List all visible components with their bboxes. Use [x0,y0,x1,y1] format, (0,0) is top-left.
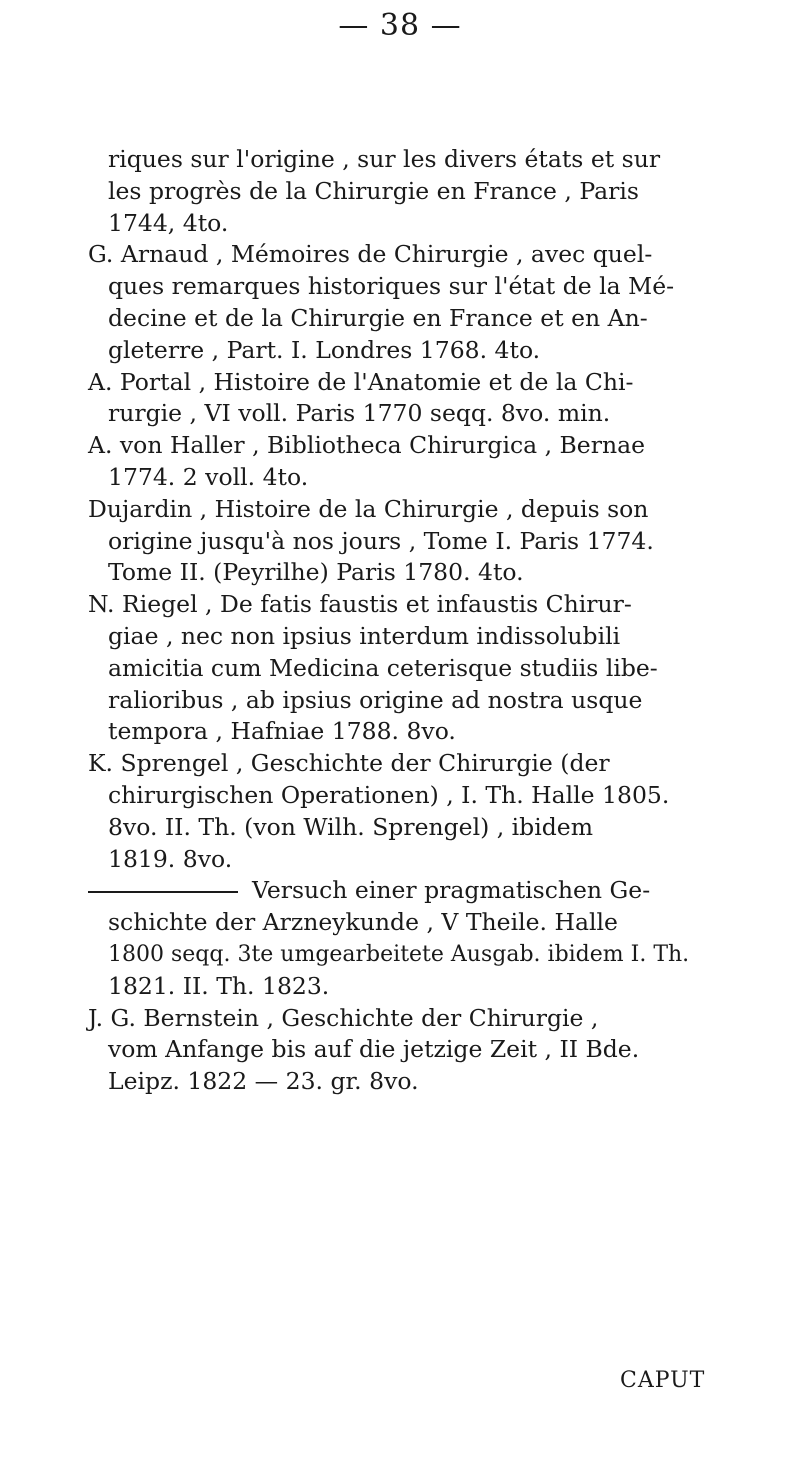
entry-line: Tome II. (Peyrilhe) Paris 1780. 4to. [108,558,524,587]
entry-line: rurgie , VI voll. Paris 1770 seqq. 8vo. min. [108,399,611,428]
entry-line: vom Anfange bis auf die jetzige Zeit , II Bde. [108,1035,640,1064]
entry-line: 1819. 8vo. [108,844,233,873]
entry-line: Leipz. 1822 — 23. gr. 8vo. [108,1067,419,1096]
entry-line: 8vo. II. Th. (von Wilh. Sprengel) , ibidem [108,812,593,841]
entry-line: tempora , Hafniae 1788. 8vo. [108,717,456,746]
entry-line: les progrès de la Chirurgie en France , Paris [108,176,639,205]
entry-line: decine et de la Chirurgie en France et en An- [108,303,648,332]
entry-line: N. Riegel , De fatis faustis et infaustis Chirur- [88,590,632,619]
page-number: — 38 — [338,8,462,43]
entry-line: 1821. II. Th. 1823. [108,971,330,1000]
entry-line: A. Portal , Histoire de l'Anatomie et de la Chi- [88,367,634,396]
entry-line-ditto [88,875,748,907]
entry-line: G. Arnaud , Mémoires de Chirurgie , avec quel- [88,240,653,269]
ditto-rule [88,891,238,893]
entry-line: giae , nec non ipsius interdum indissolubili [108,621,621,650]
entry-line: 1800 seqq. 3te umgearbeitete Ausgab. ibidem I. Th. [108,941,690,967]
entry-line: ques remarques historiques sur l'état de la Mé- [108,272,675,301]
entry-line: gleterre , Part. I. Londres 1768. 4to. [108,335,541,364]
entry-line: Versuch einer pragmatischen Ge- [252,876,651,905]
entry-line: riques sur l'origine , sur les divers états et sur [108,145,661,173]
entry-line: Dujardin , Histoire de la Chirurgie , depuis son [88,494,649,523]
entry-line: K. Sprengel , Geschichte der Chirurgie (der [88,749,610,778]
entry-line: J. G. Bernstein , Geschichte der Chirurgie , [88,1003,599,1032]
entry-line: schichte der Arzneykunde , V Theile. Halle [108,908,618,937]
entry-line: 1744, 4to. [108,208,229,237]
entry-line: 1774. 2 voll. 4to. [108,462,309,491]
bibliography-text [88,144,748,1098]
entry-line: origine jusqu'à nos jours , Tome I. Paris 1774. [108,526,654,555]
entry-line: chirurgischen Operationen) , I. Th. Halle 1805. [108,780,670,809]
entry-line: ralioribus , ab ipsius origine ad nostra usque [108,685,643,714]
catchword: CAPUT [620,1368,706,1393]
entry-line: amicitia cum Medicina ceterisque studiis libe- [108,653,658,682]
entry-line: A. von Haller , Bibliotheca Chirurgica , Bernae [88,431,646,460]
